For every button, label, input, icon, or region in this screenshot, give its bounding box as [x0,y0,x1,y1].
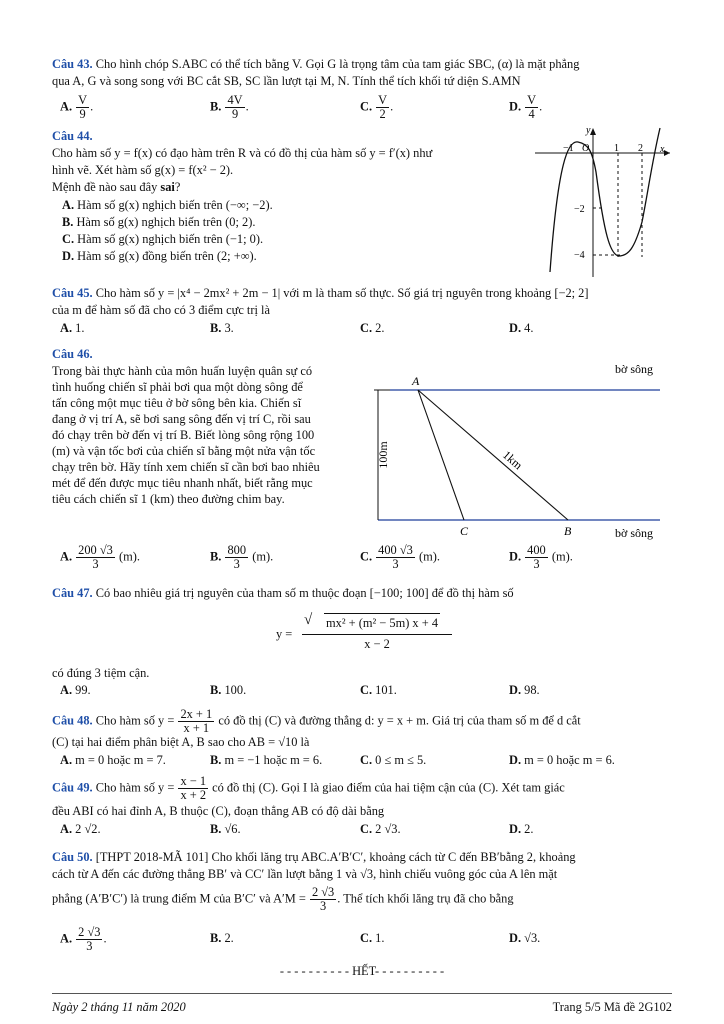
tick-minus1: −1 [563,143,574,154]
option-c: C. 1. [360,931,385,945]
option-d: D. $\frac{400}{3}$ (m). [509,543,573,571]
question-50 [52,849,674,883]
question-text: có đúng 3 tiệm cận. [52,666,150,680]
option-d: D. √3. [509,931,541,945]
question-text: Cho hàm số y = |x⁴ − 2mx² + 2m − 1| với m là tham số thực. Số giá trị nguyên trong khoảng [−2; 2] [95,286,589,300]
option-d: D. $\frac{V}{4}$ . [509,93,543,121]
end-marker: - - - - - - - - - - HẾT- - - - - - - - - - [279,964,445,978]
question-45 [52,285,674,319]
question-text: cách từ A đến các đường thẳng BB′ và CC′ lần lượt bằng 1 và √3, hình chiếu vuông góc của A lên mặt [52,867,558,881]
point-b-label: B [564,524,572,538]
river-figure [360,355,665,545]
question-47 [52,585,514,601]
question-number: Câu 48. [52,713,93,728]
question-text: (C) tại hai điểm phân biệt A, B sao cho AB = √10 là [52,735,310,749]
option-a: A. $\frac{200 √3}{3}$ (m). [60,543,140,571]
option-d: D. 4. [509,321,534,335]
question-44 [52,128,93,144]
sqrt-sign: √ [304,612,313,628]
option-a: A. 1. [60,321,85,335]
y-label: y [586,125,591,136]
bank-top-label: bờ sông [615,362,654,376]
option-d: D. Hàm số g(x) đồng biến trên (2; +∞). [62,249,257,263]
option-b: B. 2. [210,931,234,945]
footer-page: Trang 5/5 Mã đề 2G102 [552,1000,672,1014]
option-c: C. 2 √3. [360,822,401,836]
option-b: B. $\frac{4V}{9}$ . [210,93,249,121]
question-48: Câu 48. Cho hàm số y = $\frac{2x + 1}{x + 1}$ có đồ thị (C) và đường thẳng d: y = x + m. Giá trị của tham số m để d cắt [52,707,581,735]
derivative-graph [530,122,675,282]
question-number: Câu 44. [52,129,93,143]
formula-lhs: y = [276,627,293,641]
option-a: A. $\frac{2 √3}{3}$ . [60,925,107,953]
tick-1: 1 [614,143,619,154]
y-axis-arrow [590,128,596,135]
question-number: Câu 47. [52,586,93,600]
point-a-label: A [412,374,420,388]
footer-divider [52,993,672,994]
option-d: D. m = 0 hoặc m = 6. [509,753,615,767]
option-b: B. 100. [210,683,247,697]
question-number: Câu 49. [52,780,93,795]
question-43 [52,56,674,90]
x-axis-arrow [664,150,670,156]
option-b: B. $\frac{800}{3}$ (m). [210,543,274,571]
distance-label: 1km [499,447,526,473]
question-text: qua A, G và song song với BC cắt SB, SC lần lượt tại M, N. Tính thể tích khối tứ diện S.AMN [52,74,521,88]
question-number: Câu 45. [52,286,93,300]
option-a: A. $\frac{V}{9}$ . [60,93,94,121]
question-number: Câu 43. [52,57,93,71]
point-c-label: C [460,524,469,538]
question-text: Cho hình chóp S.ABC có thể tích bằng V. Gọi G là trọng tâm của tam giác SBC, (α) là mặt phẳng [95,57,580,71]
option-c: C. Hàm số g(x) nghịch biến trên (−1; 0). [62,232,264,246]
tick-minus4: −4 [574,250,585,261]
option-b: B. √6. [210,822,241,836]
option-a: A. 2 √2. [60,822,101,836]
question-number: Câu 50. [52,850,93,864]
width-label: 100m [376,441,390,469]
tick-minus2: −2 [574,204,585,215]
question-49: Câu 49. Cho hàm số y = $\frac{x - 1}{x + 2}$ có đồ thị (C). Gọi I là giao điểm của hai tiệm cận của (C). Xét tam giác [52,774,565,802]
question-text: Mệnh đề nào sau đây sai? [52,180,181,194]
question-text: đều ABI có hai đỉnh A, B thuộc (C), đoạn thẳng AB có độ dài bằng [52,804,385,818]
formula-fraction [302,613,452,653]
option-b: B. Hàm số g(x) nghịch biến trên (0; 2). [62,215,256,229]
footer-date: Ngày 2 tháng 11 năm 2020 [52,1000,186,1014]
option-c: C. 101. [360,683,397,697]
bank-bottom-label: bờ sông [615,526,654,540]
option-b: B. m = −1 hoặc m = 6. [210,753,323,767]
question-text: của m để hàm số đã cho có 3 điểm cực trị là [52,303,270,317]
question-number: Câu 46. [52,347,93,361]
option-c: C. 2. [360,321,385,335]
option-b: B. 3. [210,321,234,335]
option-c: C. $\frac{400 √3}{3}$ (m). [360,543,440,571]
option-c: C. $\frac{V}{2}$ . [360,93,394,121]
option-a: A. m = 0 hoặc m = 7. [60,753,166,767]
question-text: Có bao nhiêu giá trị nguyên của tham số m thuộc đoạn [−100; 100] để đồ thị hàm số [95,586,514,600]
question-46 [52,346,93,362]
option-d: D. 98. [509,683,540,697]
option-a: A. 99. [60,683,91,697]
option-d: D. 2. [509,822,534,836]
origin-label: O [582,143,590,154]
option-a: A. Hàm số g(x) nghịch biến trên (−∞; −2). [62,198,273,212]
formula-numerator: mx² + (m² − 5m) x + 4 [324,613,440,632]
question-text: phẳng (A′B′C′) là trung điểm M của B′C′ và A′M = $\frac{2 √3}{3}$ . Thể tích khối lăng trụ đã cho bằng [52,885,514,913]
question-text: Cho hàm số y = f(x) có đạo hàm trên R và có đồ thị của hàm số y = f′(x) như [52,146,433,160]
question-text: [THPT 2018-MÃ 101] Cho khối lăng trụ ABC.A′B′C′, khoảng cách từ C đến BB′bằng 2, khoảng [95,850,576,864]
tick-2: 2 [638,143,643,154]
formula-denominator: x − 2 [302,634,452,653]
question-text: Trong bài thực hành của môn huấn luyện quân sự có tình huống chiến sĩ phải bơi qua một dòng sông để tấn công một mục tiêu ở bờ sông bên kia. Chiến sĩ đang ở vị trí A, sẽ bơi sang sông đến vị trí C, rồi sau đó chạy trên bờ đến vị trí B. Biết lòng sông rộng 100 (m) và vận tốc bơi của chiến sĩ bằng một nửa vận tốc chạy trên bờ. Hãy tính xem chiến sĩ cần bơi bao nhiêu mét để đến được mục tiêu nhanh nhất, biết rằng mục tiêu cách chiến sĩ 1 (km) theo đường chim bay. [52,364,320,506]
question-text: hình vẽ. Xét hàm số g(x) = f(x² − 2). [52,163,234,177]
option-c: C. 0 ≤ m ≤ 5. [360,753,427,767]
x-label: x [660,144,665,155]
